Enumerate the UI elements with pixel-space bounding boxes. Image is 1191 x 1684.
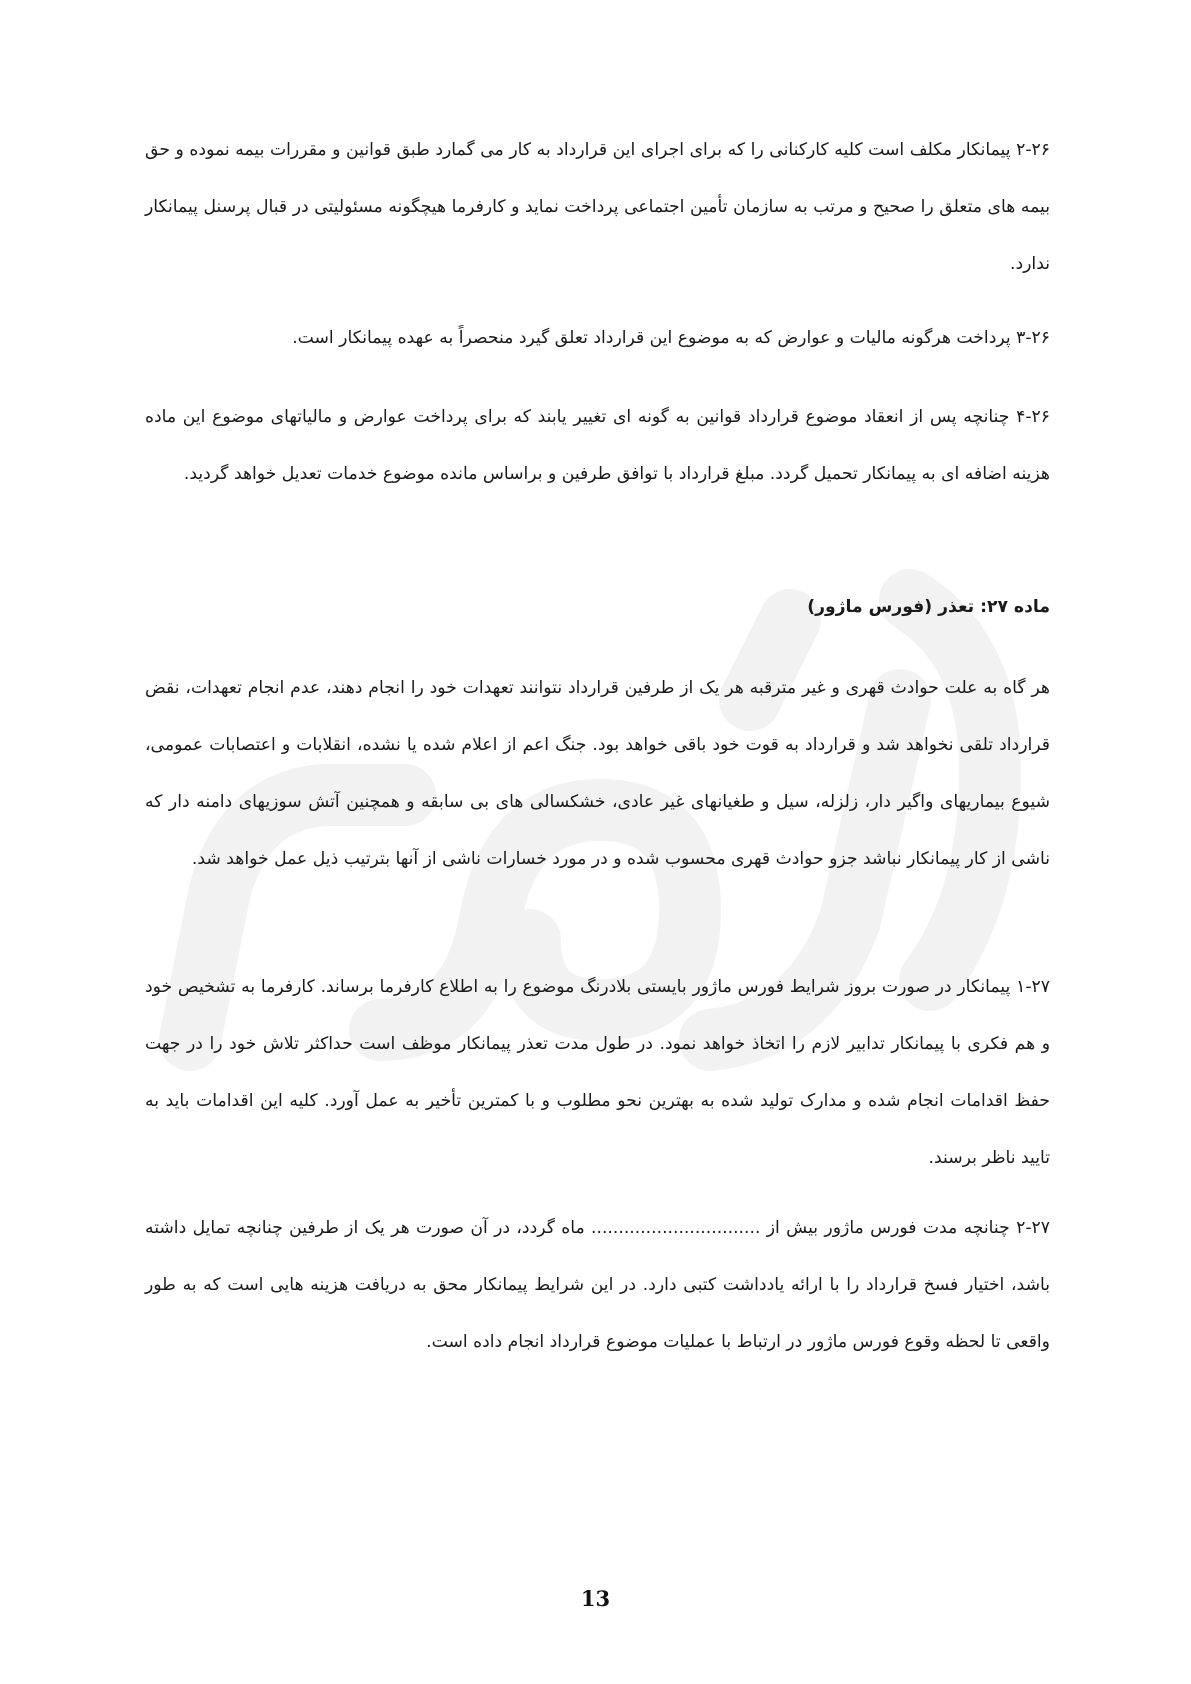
page-number: 13	[580, 1586, 611, 1611]
article-27-heading: ماده ۲۷: تعذر (فورس ماژور)	[807, 597, 1050, 617]
clause-26-3: ۳-۲۶ پرداخت هرگونه مالیات و عوارض که به موضوع این قرارداد تعلق گیرد منحصراً به عهده پیمانکار است.	[292, 328, 1050, 348]
article-27-intro: هر گاه به علت حوادث قهری و غیر مترقبه هر یک از طرفین قرارداد نتوانند تعهدات خود را انجام دهند، عدم انجام تعهدات، نقض قرارداد تلقی نخواهد شد و قرارداد به قوت خود باقی خواهد بود. جنگ اعم از اعلام شده یا نشده، انقلابات و اعتصابات عمومی، شیوع بیماریهای واگیر دار، زلزله، سیل و طغیانهای غیر عادی، خشکسالی های بی سابقه و همچنین آتش سوزیهای دامنه دار که ناشی از کار پیمانکار نباشد جزو حوادث قهری محسوب شده و در مورد خسارات ناشی از آنها بترتیب ذیل عمل خواهد شد.	[145, 678, 1050, 869]
clause-26-2: ۲-۲۶ پیمانکار مکلف است کلیه کارکنانی را که برای اجرای این قرارداد به کار می گمارد طبق قوانین و مقررات بیمه نموده و حق بیمه های متعلق را صحیح و مرتب به سازمان تأمین اجتماعی پرداخت نماید و کارفرما هیچگونه مسئولیتی در قبال پرسنل پیمانکار ندارد.	[145, 140, 1050, 274]
clause-27-1: ۱-۲۷ پیمانکار در صورت بروز شرایط فورس ماژور بایستی بلادرنگ موضوع را به اطلاع کارفرما برساند. کارفرما به تشخیص خود و هم فکری با پیمانکار تدابیر لازم را اتخاذ خواهد نمود. در طول مدت تعذر پیمانکار موظف است حداکثر تلاش خود را در جهت حفظ اقدامات انجام شده و مدارک تولید شده به بهترین نحو مطلوب و با کمترین تأخیر به عمل آورد. کلیه این اقدامات باید به تایید ناظر برسند.	[145, 977, 1050, 1168]
clause-27-2: ۲-۲۷ چنانچه مدت فورس ماژور بیش از ............................... ماه گردد، در آن صورت هر یک از طرفین چنانچه تمایل داشته باشد، اختیار فسخ قرارداد را با ارائه یادداشت کتبی دارد. در این شرایط پیمانکار محق به دریافت هزینه هایی است که به طور واقعی تا لحظه وقوع فورس ماژور در ارتباط با عملیات موضوع قرارداد انجام داده است.	[145, 1218, 1050, 1352]
clause-26-4: ۴-۲۶ چنانچه پس از انعقاد موضوع قرارداد قوانین به گونه ای تغییر یابند که برای پرداخت عوارض و مالیاتهای موضوع این ماده هزینه اضافه ای به پیمانکار تحمیل گردد. مبلغ قرارداد با توافق طرفین و براساس مانده موضوع خدمات تعدیل خواهد گردید.	[145, 407, 1050, 484]
